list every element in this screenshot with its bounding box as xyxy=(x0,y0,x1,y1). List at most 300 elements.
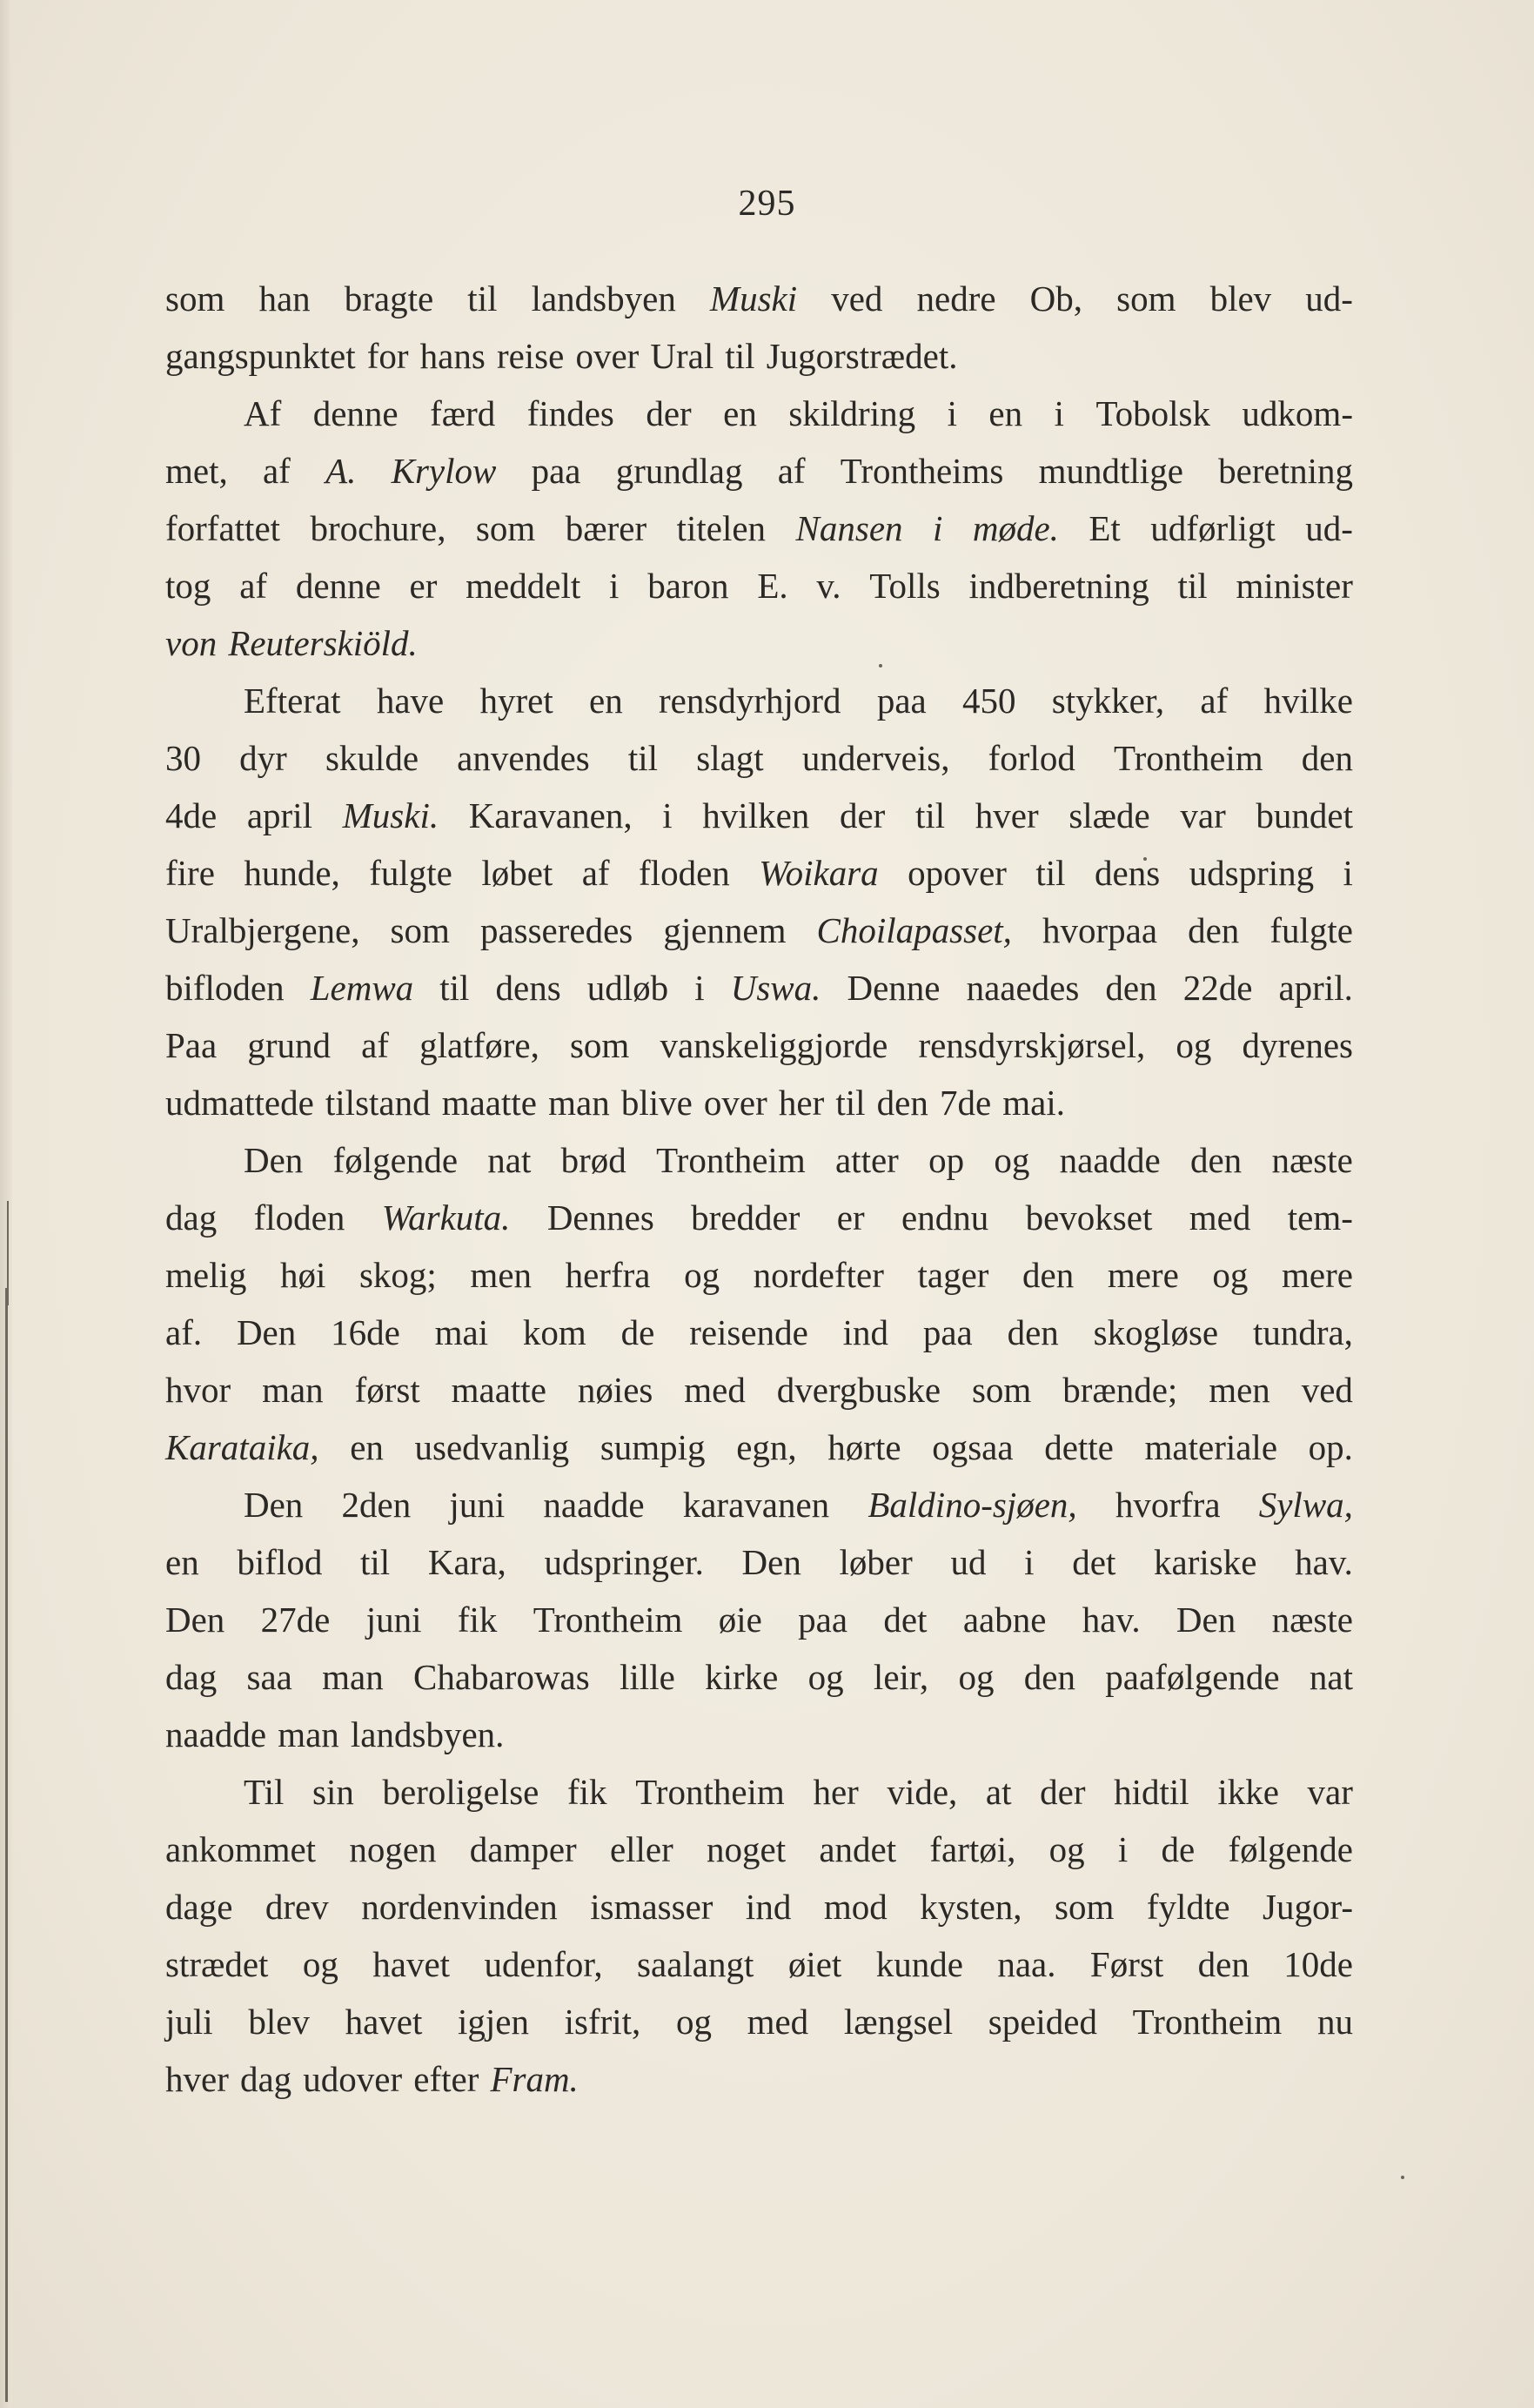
word: ismasser xyxy=(590,1887,713,1927)
italic-word: Krylow xyxy=(391,451,497,491)
word: mod xyxy=(823,1887,888,1927)
word: løber xyxy=(839,1542,913,1582)
word: mere xyxy=(1281,1255,1353,1295)
word: over xyxy=(575,336,640,376)
text-line xyxy=(165,844,1353,902)
word: en xyxy=(988,393,1023,433)
word: til xyxy=(360,1542,391,1582)
word: drev xyxy=(265,1887,329,1927)
word: vide, xyxy=(887,1772,958,1812)
word: Først xyxy=(1089,1944,1164,1984)
word: dage xyxy=(165,1887,233,1927)
word: den xyxy=(1022,1255,1075,1295)
word: var xyxy=(1180,795,1226,835)
word: Tobolsk xyxy=(1095,393,1210,433)
word: Trontheim xyxy=(1114,738,1263,778)
word: som xyxy=(165,278,225,319)
text-line xyxy=(165,1304,1353,1361)
word: udspring xyxy=(1189,853,1315,893)
word: udspringer. xyxy=(544,1542,704,1582)
word: udover xyxy=(303,2059,403,2099)
word: man xyxy=(278,1714,339,1754)
word: kom xyxy=(522,1312,586,1352)
word: fulgte xyxy=(369,853,452,893)
word: og xyxy=(1048,1829,1085,1869)
word: aabne xyxy=(962,1600,1047,1640)
word: løbet xyxy=(481,853,553,893)
word: findes xyxy=(526,393,614,433)
word: skulde xyxy=(325,738,419,778)
word: tem- xyxy=(1287,1197,1353,1238)
italic-word: Fram. xyxy=(490,2059,579,2099)
word: næste xyxy=(1271,1140,1353,1180)
word: nogen xyxy=(349,1829,437,1869)
word: Denne xyxy=(847,968,941,1008)
word: rensdyrhjord xyxy=(659,681,841,721)
word: ud xyxy=(950,1542,987,1582)
word: biflod xyxy=(237,1542,323,1582)
word: Dennes xyxy=(546,1197,654,1238)
word: rensdyrskjørsel, xyxy=(918,1025,1146,1065)
italic-word: Woikara xyxy=(759,853,879,893)
word: Ural xyxy=(650,336,714,376)
word: ved xyxy=(1301,1370,1353,1410)
word: og xyxy=(807,1657,844,1697)
word: materiale xyxy=(1144,1427,1278,1467)
word: fire xyxy=(165,853,215,893)
word: lille xyxy=(620,1657,675,1697)
word: speided xyxy=(988,2002,1098,2042)
word: hans xyxy=(419,336,486,376)
word: gangspunktet xyxy=(165,336,356,376)
italic-word: Muski xyxy=(709,278,798,319)
word: glatføre, xyxy=(419,1025,539,1065)
word: ikke xyxy=(1217,1772,1279,1812)
text-line xyxy=(165,1648,1353,1706)
word: dag xyxy=(165,1197,218,1238)
word: Et xyxy=(1089,508,1121,548)
word: og xyxy=(675,2002,712,2042)
word: nat xyxy=(1309,1657,1353,1697)
word: beroligelse xyxy=(382,1772,539,1812)
word: tager xyxy=(917,1255,989,1295)
word: 4de xyxy=(165,795,218,835)
word: færd xyxy=(430,393,496,433)
word: hvorfra xyxy=(1115,1485,1221,1525)
word: først xyxy=(354,1370,420,1410)
word: til xyxy=(439,968,470,1008)
word: hav. xyxy=(1295,1542,1353,1582)
italic-word: Baldino-sjøen, xyxy=(867,1485,1077,1525)
word: 10de xyxy=(1283,1944,1353,1984)
word: dyr xyxy=(239,738,287,778)
word: landsbyen. xyxy=(350,1714,505,1754)
text-line xyxy=(165,1016,1353,1074)
word: de xyxy=(620,1312,655,1352)
word: naa. xyxy=(997,1944,1056,1984)
word: tog xyxy=(165,566,211,606)
word: man xyxy=(262,1370,324,1410)
word: brød xyxy=(560,1140,626,1180)
word: af xyxy=(581,853,610,893)
word: sumpig xyxy=(600,1427,706,1467)
page-number: 295 xyxy=(738,184,796,224)
text-line xyxy=(165,557,1353,614)
word: Den xyxy=(1176,1600,1236,1640)
text-line xyxy=(165,1993,1353,2050)
word: blev xyxy=(248,2002,310,2042)
word: som xyxy=(390,910,450,950)
word: dvergbuske xyxy=(776,1370,941,1410)
word: 22de xyxy=(1182,968,1253,1008)
italic-word: Muski. xyxy=(342,795,439,835)
word: udkom- xyxy=(1242,393,1353,433)
word: baron xyxy=(647,566,729,606)
word: længsel xyxy=(843,2002,954,2042)
word: den xyxy=(1105,968,1157,1008)
word: dens xyxy=(1095,853,1161,893)
word: saa xyxy=(246,1657,292,1697)
word: Trontheim xyxy=(1132,2002,1283,2042)
word: nedre xyxy=(916,278,996,319)
word: Uralbjergene, xyxy=(165,910,360,950)
text-line xyxy=(165,1533,1353,1591)
word: af xyxy=(262,451,291,491)
word: med xyxy=(747,2002,809,2042)
word: have xyxy=(376,681,445,721)
word: usedvanlig xyxy=(414,1427,570,1467)
word: paa xyxy=(876,681,927,721)
text-line xyxy=(165,1706,1353,1763)
word: Tolls xyxy=(869,566,941,606)
word: op. xyxy=(1308,1427,1353,1467)
word: Den xyxy=(244,1140,304,1180)
word: tilstand xyxy=(325,1083,431,1123)
word: i xyxy=(1117,1829,1129,1869)
text-line xyxy=(165,1246,1353,1304)
word: damper xyxy=(469,1829,577,1869)
word: i xyxy=(1024,1542,1035,1582)
word: der xyxy=(1040,1772,1086,1812)
word: igjen xyxy=(458,2002,529,2042)
word: Paa xyxy=(165,1025,218,1065)
italic-word: von xyxy=(165,623,218,663)
word: dens xyxy=(495,968,561,1008)
word: floden xyxy=(253,1197,345,1238)
text-line xyxy=(165,327,1353,385)
word: Den xyxy=(236,1312,297,1352)
word: 7de xyxy=(939,1083,992,1123)
word: den xyxy=(1023,1657,1075,1697)
word: som xyxy=(971,1370,1032,1410)
word: paa xyxy=(922,1312,973,1352)
word: juni xyxy=(449,1485,506,1525)
word: her xyxy=(813,1772,859,1812)
word: til xyxy=(725,336,755,376)
word: grundlag xyxy=(615,451,743,491)
word: havet xyxy=(372,1944,451,1984)
word: skogløse xyxy=(1093,1312,1219,1352)
word: næste xyxy=(1271,1600,1353,1640)
word: som xyxy=(1055,1887,1115,1927)
word: med xyxy=(684,1370,746,1410)
word: Trontheim xyxy=(656,1140,806,1180)
text-line xyxy=(165,1131,1353,1189)
word: denne xyxy=(312,393,399,433)
word: Karavanen, xyxy=(468,795,633,835)
word: med xyxy=(1189,1197,1251,1238)
word: ud- xyxy=(1305,508,1353,548)
word: udførligt xyxy=(1150,508,1276,548)
word: anvendes xyxy=(457,738,590,778)
word: nordenvinden xyxy=(361,1887,558,1927)
word: Den xyxy=(244,1485,304,1525)
italic-word: Sylwa, xyxy=(1258,1485,1353,1525)
word: som xyxy=(1116,278,1176,319)
text-line xyxy=(165,1189,1353,1246)
word: og xyxy=(958,1657,995,1697)
text-line xyxy=(165,1419,1353,1476)
word: leir, xyxy=(873,1657,929,1697)
italic-word: Lemwa xyxy=(310,968,414,1008)
word: Kara, xyxy=(427,1542,506,1582)
word: v. xyxy=(816,566,841,606)
word: blive xyxy=(620,1083,693,1123)
word: kirke xyxy=(705,1657,779,1697)
word: underveis, xyxy=(801,738,950,778)
word: nat xyxy=(487,1140,532,1180)
word: den xyxy=(1188,910,1240,950)
word: han xyxy=(258,278,311,319)
word: hvilke xyxy=(1263,681,1353,721)
word: indberetning xyxy=(968,566,1149,606)
word: den xyxy=(1189,1140,1243,1180)
word: E. xyxy=(757,566,788,606)
word: er xyxy=(409,566,438,606)
word: udenfor, xyxy=(484,1944,603,1984)
word: 2den xyxy=(341,1485,412,1525)
italic-word: Karataika, xyxy=(165,1427,319,1467)
word: brochure, xyxy=(310,508,446,548)
word: af xyxy=(777,451,806,491)
word: høi xyxy=(279,1255,326,1295)
word: strædet xyxy=(165,1944,269,1984)
word: som xyxy=(475,508,536,548)
word: hvilken xyxy=(702,795,810,835)
text-line xyxy=(165,902,1353,959)
word: noget xyxy=(707,1829,787,1869)
word: minister xyxy=(1236,566,1353,606)
text-line xyxy=(165,1476,1353,1533)
text-line xyxy=(165,1591,1353,1648)
word: ogsaa xyxy=(932,1427,1014,1467)
text-line xyxy=(165,2050,1353,2108)
word: den xyxy=(1007,1312,1059,1352)
word: paa xyxy=(798,1600,848,1640)
word: opover xyxy=(908,853,1007,893)
word: skildring xyxy=(788,393,916,433)
word: ind xyxy=(745,1887,792,1927)
word: i xyxy=(947,393,957,433)
word: 16de xyxy=(331,1312,400,1352)
word: af. xyxy=(165,1312,203,1352)
word: hvor xyxy=(165,1370,231,1410)
word: fartøi, xyxy=(929,1829,1016,1869)
word: forlod xyxy=(988,738,1075,778)
word: til xyxy=(914,795,946,835)
word: juli xyxy=(165,2002,213,2042)
word: juni xyxy=(365,1600,422,1640)
text-line xyxy=(165,270,1353,327)
word: bundet xyxy=(1256,795,1353,835)
word: met, xyxy=(165,451,228,491)
word: hvorpaa xyxy=(1042,910,1158,950)
body-text xyxy=(165,270,1353,2108)
word: den xyxy=(1197,1944,1249,1984)
word: hav. xyxy=(1082,1600,1141,1640)
word: nøies xyxy=(577,1370,653,1410)
word: paa xyxy=(531,451,581,491)
word: Trontheim xyxy=(533,1600,683,1640)
word: Trontheims xyxy=(840,451,1004,491)
word: til xyxy=(835,1083,866,1123)
word: udmattede xyxy=(165,1083,314,1123)
word: til xyxy=(467,278,498,319)
word: men xyxy=(470,1255,533,1295)
word: maatte xyxy=(441,1083,537,1123)
word: herfra xyxy=(565,1255,651,1295)
text-line xyxy=(165,614,1353,672)
word: isfrit, xyxy=(564,2002,641,2042)
italic-word: Uswa. xyxy=(730,968,821,1008)
word: er xyxy=(836,1197,865,1238)
word: en xyxy=(589,681,623,721)
word: reisende xyxy=(689,1312,808,1352)
word: af xyxy=(1200,681,1229,721)
word: man xyxy=(322,1657,384,1697)
word: af xyxy=(361,1025,389,1065)
word: som xyxy=(569,1025,630,1065)
word: andet xyxy=(819,1829,897,1869)
word: melig xyxy=(165,1255,247,1295)
word: beretning xyxy=(1218,451,1353,491)
text-line xyxy=(165,1821,1353,1878)
word: følgende xyxy=(1228,1829,1353,1869)
text-line xyxy=(165,672,1353,729)
text-line xyxy=(165,1074,1353,1131)
text-line xyxy=(165,729,1353,787)
word: meddelt xyxy=(466,566,581,606)
word: 30 xyxy=(165,738,201,778)
word: hidtil xyxy=(1114,1772,1189,1812)
word: paafølgende xyxy=(1105,1657,1280,1697)
word: Jugor- xyxy=(1263,1887,1353,1927)
word: for xyxy=(366,336,409,376)
word: kysten, xyxy=(920,1887,1022,1927)
word: fyldte xyxy=(1146,1887,1230,1927)
word: i xyxy=(1343,853,1353,893)
word: fik xyxy=(567,1772,607,1812)
word: var xyxy=(1307,1772,1353,1812)
word: Efterat xyxy=(244,681,341,721)
word: Den xyxy=(741,1542,801,1582)
word: bredder xyxy=(691,1197,800,1238)
word: brænde; xyxy=(1062,1370,1178,1410)
word: hørte xyxy=(827,1427,901,1467)
word: mai xyxy=(434,1312,489,1352)
word: det xyxy=(883,1600,928,1640)
word: Chabarowas xyxy=(413,1657,590,1697)
word: atter xyxy=(834,1140,899,1180)
word: nordefter xyxy=(753,1255,884,1295)
text-line xyxy=(165,1878,1353,1935)
word: den xyxy=(876,1083,928,1123)
word: egn, xyxy=(736,1427,797,1467)
text-line xyxy=(165,1935,1353,1993)
ink-speck xyxy=(1401,2176,1404,2179)
word: og xyxy=(994,1140,1030,1180)
word: bragte xyxy=(344,278,434,319)
word: udløb xyxy=(586,968,669,1008)
word: her xyxy=(778,1083,825,1123)
word: blev xyxy=(1209,278,1272,319)
word: 27de xyxy=(260,1600,331,1640)
word: april. xyxy=(1278,968,1353,1008)
word: det xyxy=(1072,1542,1116,1582)
word: stykker, xyxy=(1051,681,1165,721)
word: skog; xyxy=(358,1255,437,1295)
word: der xyxy=(646,393,692,433)
word: naadde xyxy=(1059,1140,1161,1180)
italic-word: Nansen xyxy=(795,508,903,548)
word: naaedes xyxy=(966,968,1080,1008)
italic-word: i xyxy=(932,508,943,548)
word: dag xyxy=(239,2059,292,2099)
word: øiet xyxy=(787,1944,842,1984)
word: ud- xyxy=(1305,278,1353,319)
word: i xyxy=(694,968,705,1008)
word: Den xyxy=(165,1600,225,1640)
word: de xyxy=(1161,1829,1196,1869)
word: i xyxy=(609,566,620,606)
word: eller xyxy=(609,1829,673,1869)
word: mai. xyxy=(1002,1083,1065,1123)
word: hver xyxy=(165,2059,229,2099)
word: at xyxy=(985,1772,1012,1812)
word: maatte xyxy=(451,1370,546,1410)
word: slagt xyxy=(696,738,764,778)
word: nu xyxy=(1316,2002,1353,2042)
word: reise xyxy=(496,336,565,376)
word: hver xyxy=(975,795,1039,835)
word: men xyxy=(1209,1370,1270,1410)
word: Jugorstrædet. xyxy=(766,336,958,376)
word: en xyxy=(165,1542,199,1582)
word: mere xyxy=(1107,1255,1179,1295)
word: og xyxy=(1176,1025,1212,1065)
text-line xyxy=(165,500,1353,557)
word: af xyxy=(239,566,268,606)
italic-word: Choilapasset, xyxy=(816,910,1012,950)
word: bifloden xyxy=(165,968,285,1008)
word: titelen xyxy=(676,508,767,548)
word: Af xyxy=(244,393,282,433)
word: landsbyen xyxy=(531,278,676,319)
word: og xyxy=(302,1944,338,1984)
word: op xyxy=(928,1140,965,1180)
word: dyrenes xyxy=(1242,1025,1353,1065)
word: hunde, xyxy=(244,853,340,893)
